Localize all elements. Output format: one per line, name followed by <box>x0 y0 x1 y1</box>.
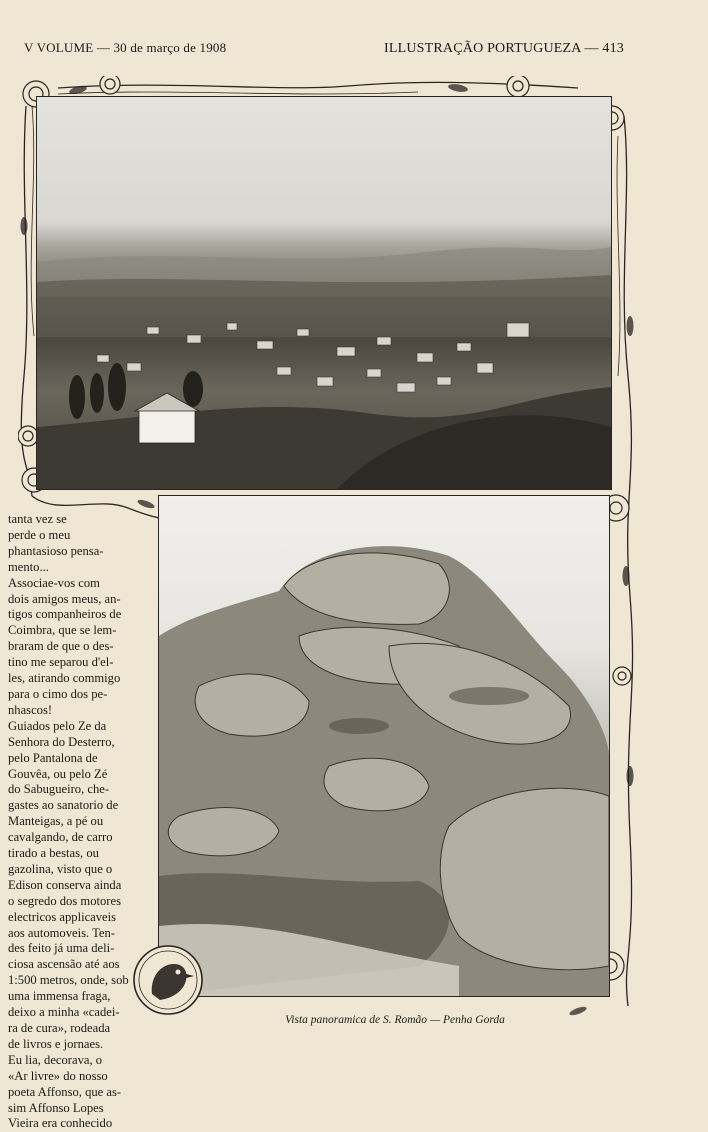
page-header <box>24 40 624 60</box>
photo-panorama-sao-romao <box>36 96 612 490</box>
photo-penha-gorda <box>158 495 610 997</box>
volume-date: V VOLUME — 30 de março de 1908 <box>24 40 227 55</box>
panorama-illustration <box>37 97 611 489</box>
article-column-text: tanta vez se perde o meu phantasioso pensa- mento... Associae-vos com dois amigos meus, an- tigos companheiros de Coimbra, que se lem- braram de que o des- tino me separou d'el- les, atirando commigo para o cimo dos pe- nhascos! Guiados pelo Ze da Senhora do Desterro, pelo Pantalona de Gouvêa, ou pelo Zé do Sabugueiro, che- gastes ao sanatorio de Manteigas, a pé ou cavalgando, de carro tirado a bestas, ou gazolina, visto que o Edison conserva ainda o segredo dos motores electricos applicaveis aos automoveis. Ten- des feito já uma deli- ciosa ascensão até aos 1:500 metros, onde, sob uma immensa fraga, deixo a minha «cadei- ra de cura», rodeada de livros e jornaes. Eu lia, decorava, o «Ar livre» do nosso poeta Affonso, que as- sim Affonso Lopes Vieira era conhecido <box>8 512 129 1131</box>
photo-caption: Vista panoramica de S. Romão — Penha Gorda <box>285 1014 505 1026</box>
penha-gorda-illustration <box>159 496 609 996</box>
publication-page-number: ILLUSTRAÇÃO PORTUGUEZA — 413 <box>383 41 624 56</box>
bird-medallion-icon <box>130 942 206 1018</box>
